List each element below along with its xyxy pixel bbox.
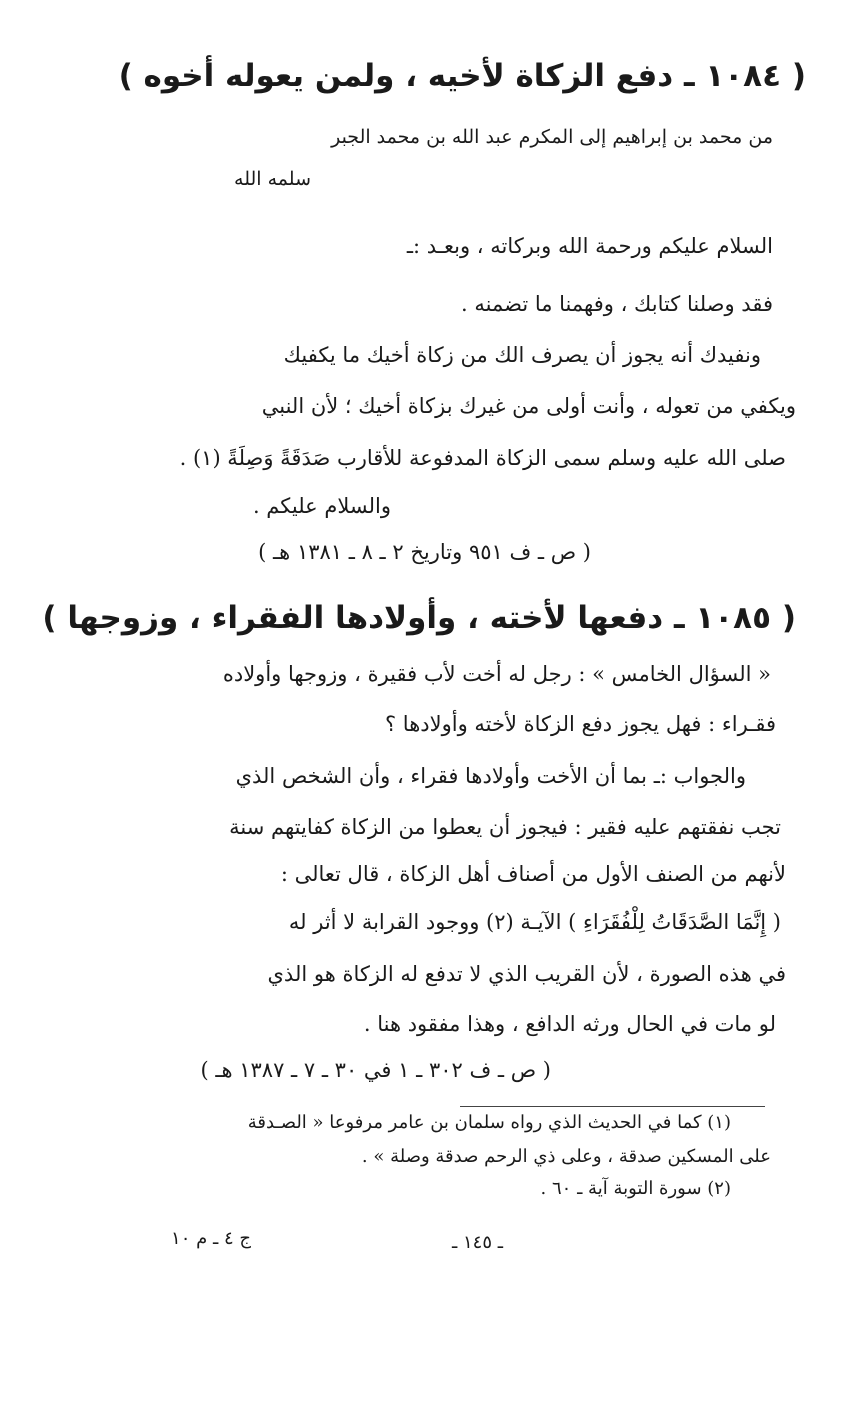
footnote-line: (١) كما في الحديث الذي رواه سلمان بن عامر مرفوعا « الصـدقة (247, 1112, 731, 1133)
answer-line: والجواب :ـ بما أن الأخت وأولادها فقراء ، وأن الشخص الذي (235, 764, 746, 788)
section-2-heading: ( ١٠٨٥ ـ دفعها لأخته ، وأولادها الفقراء ، وزوجها ) (42, 600, 796, 636)
section-2-reference: ( ص ـ ف ٣٠٢ ـ ١ في ٣٠ ـ ٧ ـ ١٣٨٧ هـ ) (200, 1058, 551, 1082)
answer-line: لو مات في الحال ورثه الدافع ، وهذا مفقود هنا . (363, 1012, 776, 1036)
answer-line: في هذه الصورة ، لأن القريب الذي لا تدفع له الزكاة هو الذي (267, 962, 786, 986)
letter-salutation: سلمه الله (234, 168, 311, 190)
body-line: ونفيدك أنه يجوز أن يصرف الك من زكاة أخيك ما يكفيك (283, 343, 761, 367)
answer-line: تجب نفقتهم عليه فقير : فيجوز أن يعطوا من الزكاة كفايتهم سنة (229, 815, 781, 839)
footnote-divider (460, 1106, 765, 1107)
body-line: صلى الله عليه وسلم سمى الزكاة المدفوعة للأقارب صَدَقَةً وَصِلَةً (١) . (179, 446, 786, 470)
footnote-line: (٢) سورة التوبة آية ـ ٦٠ . (540, 1178, 731, 1199)
body-line: والسلام عليكم . (252, 494, 391, 518)
volume-mark: ج ٤ ـ م ١٠ (171, 1228, 251, 1249)
letter-greeting: السلام عليكم ورحمة الله وبركاته ، وبعـد :ـ (406, 234, 773, 258)
answer-line: ( إِنَّمَا الصَّدَقَاتُ لِلْفُقَرَاءِ ) الآيـة (٢) ووجود القرابة لا أثر له (288, 910, 781, 934)
section-1-reference: ( ص ـ ف ٩٥١ وتاريخ ٢ ـ ٨ ـ ١٣٨١ هـ ) (258, 540, 591, 564)
body-line: ويكفي من تعوله ، وأنت أولى من غيرك بزكاة أخيك ؛ لأن النبي (261, 394, 796, 418)
answer-line: لأنهم من الصنف الأول من أصناف أهل الزكاة ، قال تعالى : (280, 862, 786, 886)
page-number: ـ ١٤٥ ـ (451, 1232, 503, 1253)
section-1-heading: ( ١٠٨٤ ـ دفع الزكاة لأخيه ، ولمن يعوله أخوه ) (118, 58, 806, 94)
letter-from-line: من محمد بن إبراهيم إلى المكرم عبد الله بن محمد الجبر (331, 126, 773, 148)
question-line: فقـراء : فهل يجوز دفع الزكاة لأخته وأولادها ؟ (384, 712, 776, 736)
question-line: « السؤال الخامس » : رجل له أخت لأب فقيرة ، وزوجها وأولاده (222, 662, 771, 686)
footnote-line: على المسكين صدقة ، وعلى ذي الرحم صدقة وصلة » . (361, 1146, 771, 1167)
body-line: فقد وصلنا كتابك ، وفهمنا ما تضمنه . (461, 292, 773, 316)
